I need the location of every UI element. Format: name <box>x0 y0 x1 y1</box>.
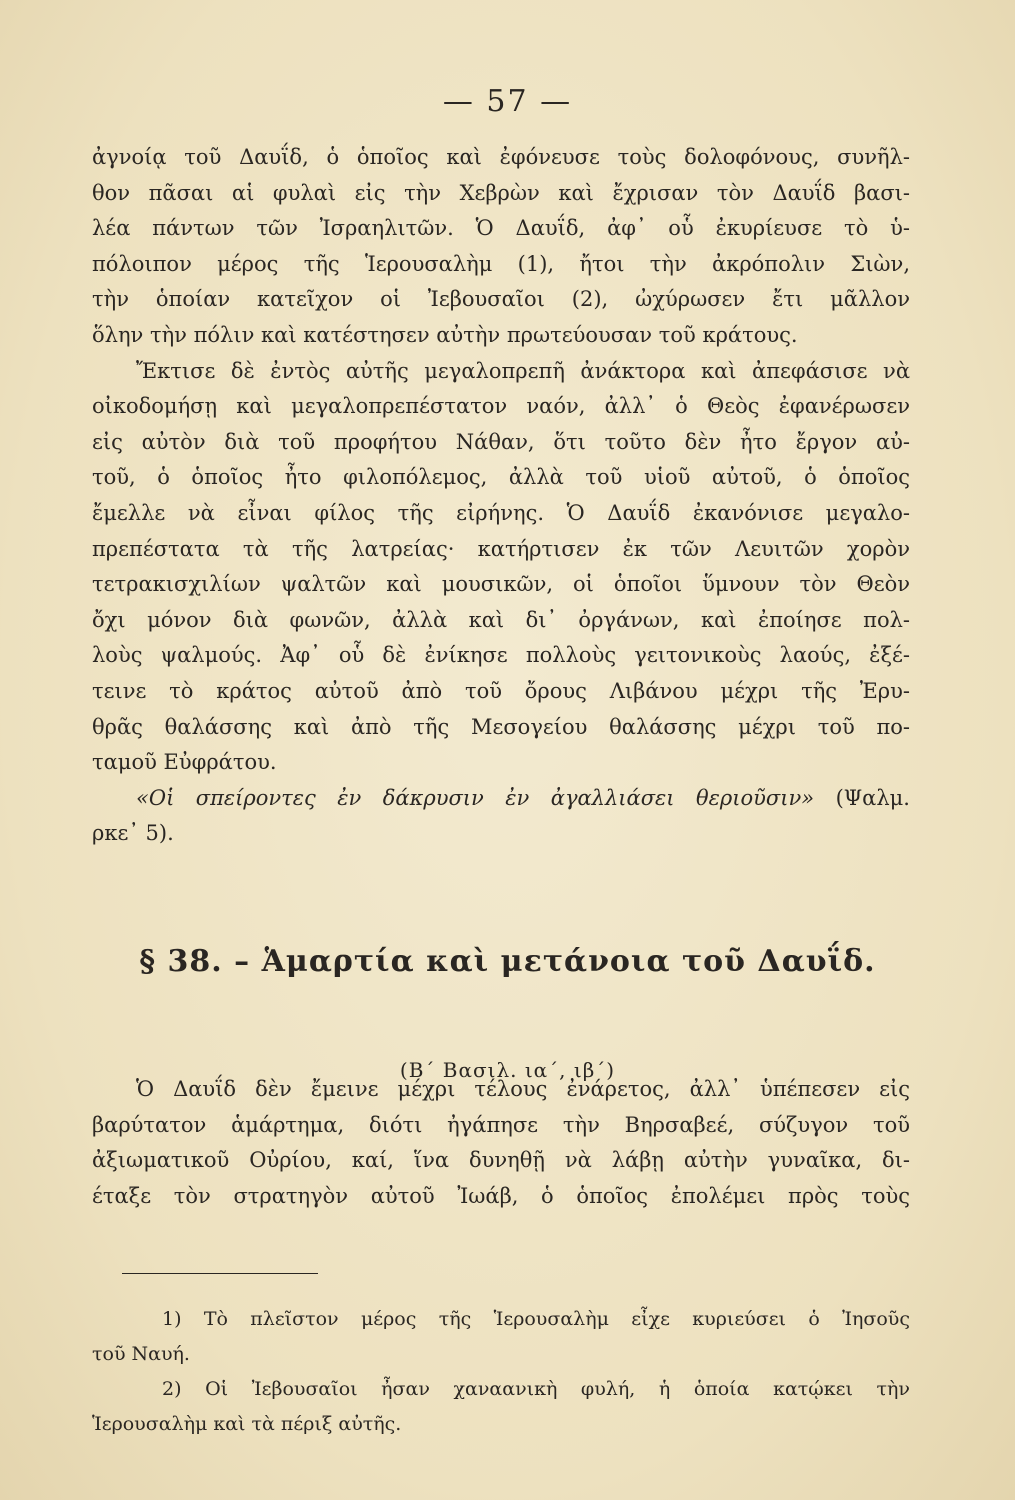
text-line: πρεπέστατα τὰ τῆς λατρείας· κατήρτισεν ἐκ τῶν Λευιτῶν χορὸν <box>92 536 910 561</box>
psalm-reference: (Ψαλμ. <box>835 785 910 810</box>
footnote-divider <box>122 1273 318 1274</box>
psalm-quote: «Οἱ σπείροντες ἐν δάκρυσιν ἐν ἀγαλλιάσει θεριοῦσιν» <box>136 785 815 810</box>
text-line: πόλοιπον μέρος τῆς Ἱερουσαλὴμ (1), ἤτοι τὴν ἀκρόπολιν Σιὼν, <box>92 251 910 276</box>
body-text <box>92 140 910 852</box>
text-line: τοῦ, ὁ ὁποῖος ἦτο φιλοπόλεμος, ἀλλὰ τοῦ υἱοῦ αὐτοῦ, ὁ ὁποῖος <box>92 465 910 490</box>
text-line: ἀγνοίᾳ τοῦ Δαυΐδ, ὁ ὁποῖος καὶ ἐφόνευσε τοὺς δολοφόνους, συνῆλ- <box>92 145 910 169</box>
text-line: λέα πάντων τῶν Ἰσραηλιτῶν. Ὁ Δαυΐδ, ἀφ᾽ οὗ ἐκυρίευσε τὸ ὑ- <box>92 216 910 241</box>
text-line: τετρακισχιλίων ψαλτῶν καὶ μουσικῶν, οἱ ὁποῖοι ὕμνουν τὸν Θεὸν <box>92 572 910 597</box>
text-line: ἀξιωματικοῦ Οὐρίου, καί, ἵνα δυνηθῇ νὰ λάβῃ αὐτὴν γυναῖκα, δι- <box>92 1148 910 1173</box>
text-line: εἰς αὐτὸν διὰ τοῦ προφήτου Νάθαν, ὅτι τοῦτο δὲν ἦτο ἔργον αὐ- <box>92 429 910 454</box>
footnote-line: 1) Τὸ πλεῖστον μέρος τῆς Ἱερουσαλὴμ εἶχε κυριεύσει ὁ Ἰησοῦς <box>162 1308 910 1330</box>
text-line: Ὁ Δαυΐδ δὲν ἔμεινε μέχρι τέλους ἐνάρετος, ἀλλ᾽ ὑπέπεσεν εἰς <box>136 1077 910 1101</box>
text-line: ὄχι μόνον διὰ φωνῶν, ἀλλὰ καὶ δι᾽ ὀργάνων, καὶ ἐποίησε πολ- <box>92 607 910 632</box>
text-line: βαρύτατον ἁμάρτημα, διότι ἠγάπησε τὴν Βηρσαβεέ, σύζυγον τοῦ <box>92 1112 910 1137</box>
footnotes <box>92 1302 910 1442</box>
text-line: θον πᾶσαι αἱ φυλαὶ εἰς τὴν Χεβρὼν καὶ ἔχρισαν τὸν Δαυΐδ βασι- <box>92 180 910 205</box>
text-line: ταμοῦ Εὐφράτου. <box>92 750 277 775</box>
quote-reference-line: ρκε᾽ 5). <box>92 821 174 846</box>
text-line: τεινε τὸ κράτος αὐτοῦ ἀπὸ τοῦ ὄρους Λιβάνου μέχρι τῆς Ἐρυ- <box>92 678 910 703</box>
scripture-reference: (Β΄ Βασιλ. ια΄, ιβ΄) <box>399 1058 616 1082</box>
page-number: — 57 — <box>442 84 573 119</box>
text-line: τὴν ὁποίαν κατεῖχον οἱ Ἰεβουσαῖοι (2), ὠχύρωσεν ἔτι μᾶλλον <box>92 287 910 312</box>
quote-line <box>92 781 910 817</box>
text-line: οἰκοδομήσῃ καὶ μεγαλοπρεπέστατον ναόν, ἀλλ᾽ ὁ Θεὸς ἐφανέρωσεν <box>92 394 910 419</box>
text-line: λοὺς ψαλμούς. Ἀφ᾽ οὗ δὲ ἐνίκησε πολλοὺς γειτονικοὺς λαούς, ἐξέ- <box>92 643 910 668</box>
text-line: θρᾶς θαλάσσης καὶ ἀπὸ τῆς Μεσογείου θαλάσσης μέχρι τοῦ πο- <box>92 714 910 739</box>
text-line: ἔμελλε νὰ εἶναι φίλος τῆς εἰρήνης. Ὁ Δαυΐδ ἐκανόνισε μεγαλο- <box>92 500 910 525</box>
footnote-line: τοῦ Ναυή. <box>92 1343 190 1365</box>
text-line: έταξε τὸν στρατηγὸν αὐτοῦ Ἰωάβ, ὁ ὁποῖος ἐπολέμει πρὸς τοὺς <box>92 1183 910 1208</box>
text-line: ὅλην τὴν πόλιν καὶ κατέστησεν αὐτὴν πρωτεύουσαν τοῦ κράτους. <box>92 322 798 347</box>
footnote-line: 2) Οἱ Ἰεβουσαῖοι ἦσαν χαναανικὴ φυλή, ἡ ὁποία κατῴκει τὴν <box>162 1378 910 1400</box>
footnote-line: Ἱερουσαλὴμ καὶ τὰ πέριξ αὐτῆς. <box>92 1413 402 1435</box>
section-heading: § 38. – Ἁμαρτία καὶ μετάνοια τοῦ Δαυΐδ. <box>139 944 876 979</box>
body-text-section <box>92 1072 910 1214</box>
text-line: Ἔκτισε δὲ ἐντὸς αὐτῆς μεγαλοπρεπῆ ἀνάκτορα καὶ ἀπεφάσισε νὰ <box>136 358 910 383</box>
